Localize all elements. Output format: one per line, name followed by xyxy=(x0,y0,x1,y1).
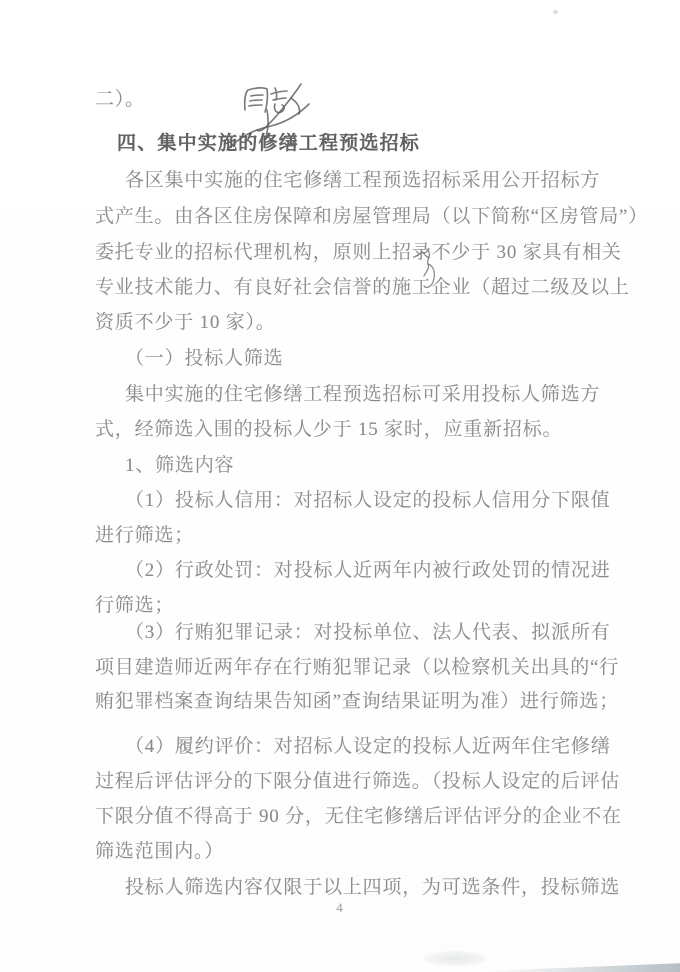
list-item-line: 项目建造师近两年存在行贿犯罪记录（以检察机关出具的“行 xyxy=(95,657,620,678)
list-item-line: 进行筛选； xyxy=(95,525,195,546)
page-number: 4 xyxy=(336,900,344,915)
body-line: 式，经筛选入围的投标人少于 15 家时，应重新招标。 xyxy=(95,419,563,440)
list-item-line: （2）行政处罚：对投标人近两年内被行政处罚的情况进 xyxy=(125,560,611,581)
list-item-line: 行筛选； xyxy=(95,595,175,616)
body-line: 委托专业的招标代理机构，原则上招录不少于 30 家具有相关 xyxy=(95,242,622,263)
list-item-line: （3）行贿犯罪记录：对投标单位、法人代表、拟派所有 xyxy=(125,622,611,643)
body-line: 各区集中实施的住宅修缮工程预选招标采用公开招标方 xyxy=(125,170,601,191)
list-item-line: （4）履约评价：对招标人设定的投标人近两年住宅修缮 xyxy=(125,736,611,757)
body-line: 集中实施的住宅修缮工程预选招标可采用投标人筛选方 xyxy=(125,384,601,405)
scan-shadow-bottom-right xyxy=(485,962,680,972)
list-item-line: 下限分值不得高于 90 分，无住宅修缮后评估评分的企业不在 xyxy=(95,806,622,827)
list-item-line: （1）投标人信用：对招标人设定的投标人信用分下限值 xyxy=(125,490,611,511)
body-line: 式产生。由各区住房保障和房屋管理局（以下简称“区房管局”） xyxy=(95,206,649,227)
scan-smudge xyxy=(424,951,486,966)
list-item-line: 筛选范围内。） xyxy=(95,841,225,862)
section-heading: 四、集中实施的修缮工程预选招标 xyxy=(117,133,421,154)
body-line: 资质不少于 10 家）。 xyxy=(95,312,276,333)
subsection-heading: （一）投标人筛选 xyxy=(125,348,284,369)
body-line: 专业技术能力、有良好社会信誉的施工企业（超过二级及以上 xyxy=(95,277,630,298)
body-line: 二）。 xyxy=(95,89,145,110)
list-item-line: 贿犯罪档案查询结果告知函”查询结果证明为准）进行筛选； xyxy=(95,691,620,712)
scan-speck xyxy=(553,10,558,14)
list-item-line: 过程后评估评分的下限分值进行筛选。（投标人设定的后评估 xyxy=(95,771,621,792)
list-heading: 1、筛选内容 xyxy=(125,455,235,476)
body-line: 投标人筛选内容仅限于以上四项，为可选条件，投标筛选 xyxy=(125,877,621,898)
